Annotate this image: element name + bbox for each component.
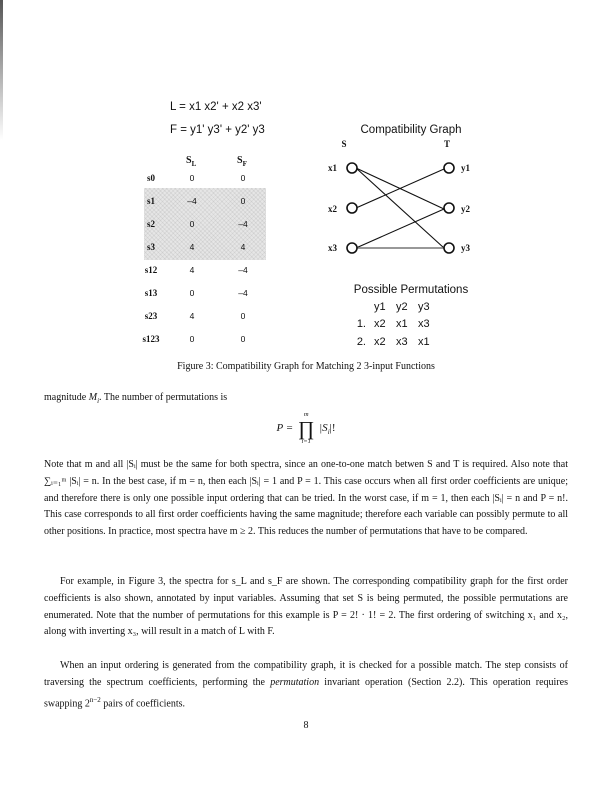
set-s-label: S (341, 140, 347, 149)
table-row: s13 0 –4 (144, 288, 248, 298)
product-symbol: m ∏ i=1 (297, 411, 315, 445)
paragraph-2: For example, in Figure 3, the spectra for s_L and s_F are shown. The corresponding compatibility graph for the first order coefficients is also shown, annotated by input variables. Assuming that set S is being permuted, the possible permutations are enumerated. Note that the number of permutations for this example is P = 2! · 1! = 2. The first ordering of switching x₁ and x₂, along with inverting x₃, will result in a match of L with F. (44, 576, 568, 638)
permutations-header: y1 y2 y3 (374, 301, 430, 313)
permutation-row: 2. x2 x3 x1 (356, 336, 430, 348)
node-label-y2: y2 (461, 204, 470, 214)
node-y1 (444, 163, 454, 173)
edge-x2-y1 (356, 169, 444, 208)
table-row: s23 4 0 (144, 311, 246, 321)
table-row: s2 0 –4 (146, 219, 248, 229)
table-row: s1 –4 0 (146, 196, 246, 206)
paragraph-1: Note that m and all |Sᵢ| must be the same for both spectra, since an one-to-one match betwen S and T is required. Also note that ∑ᵢ₌₁ᵐ |Sᵢ| = n. In the best case, if m = n, then each |Sᵢ| = 1 and P = 1. This case occurs when all first order coefficients are unique; and therefore there is only one possible input ordering that can be tried. In the worst case, if m = 1, then each |Sᵢ| = n and P = n!. This case corresponds to all first order coefficients having the same magnitude; therefore each variable can possibly permute to all other positions. In practice, most spectra have m ≥ 2. This reduces the number of permutations that have to be compared. (44, 459, 568, 538)
table-row: s12 4 –4 (144, 265, 248, 275)
bipartite-graph-svg (320, 140, 500, 270)
node-label-y3: y3 (461, 243, 470, 253)
table-row: s0 0 0 (146, 173, 246, 183)
figure-caption: Figure 3: Compatibility Graph for Matching 2 3-input Functions (177, 361, 435, 372)
compatibility-graph (320, 140, 500, 275)
permutation-count-formula: P = m ∏ i=1 $|S_i|$! (276, 411, 336, 445)
paragraph-3: When an input ordering is generated from the compatibility graph, it is checked for a possible match. The step consists of traversing the spectrum coefficients, performing the permutation invariant operation (Section 2.2). This operation requires swapping $2^{n-2}$ pairs of coefficients. (44, 660, 568, 709)
node-y2 (444, 203, 454, 213)
permutations-title: Possible Permutations (353, 284, 469, 296)
edge-x3-y2 (356, 209, 444, 248)
node-x3 (347, 243, 357, 253)
intro-line: magnitude $M_i$. The number of permutations is (44, 392, 228, 405)
equation-F: F = y1' y3' + y2' y3 (170, 124, 265, 136)
column-header-sf: $S_F$ (237, 155, 247, 168)
edge-x1-y3 (356, 168, 444, 248)
table-row: s123 0 0 (142, 334, 246, 344)
node-label-y1: y1 (461, 163, 470, 173)
page-number: 8 (303, 720, 309, 731)
node-label-x3: x3 (328, 243, 337, 253)
permutation-row: 1. x2 x1 x3 (356, 318, 430, 330)
set-t-label: T (443, 140, 451, 149)
column-header-sl: $S_L$ (186, 155, 197, 168)
node-label-x1: x1 (328, 163, 337, 173)
graph-title: Compatibility Graph (360, 124, 462, 136)
scan-edge-artifact (0, 0, 3, 140)
node-y3 (444, 243, 454, 253)
node-x2 (347, 203, 357, 213)
equation-L: L = x1 x2' + x2 x3' (170, 101, 262, 113)
node-x1 (347, 163, 357, 173)
table-row: s3 4 4 (146, 242, 246, 252)
node-label-x2: x2 (328, 204, 337, 214)
